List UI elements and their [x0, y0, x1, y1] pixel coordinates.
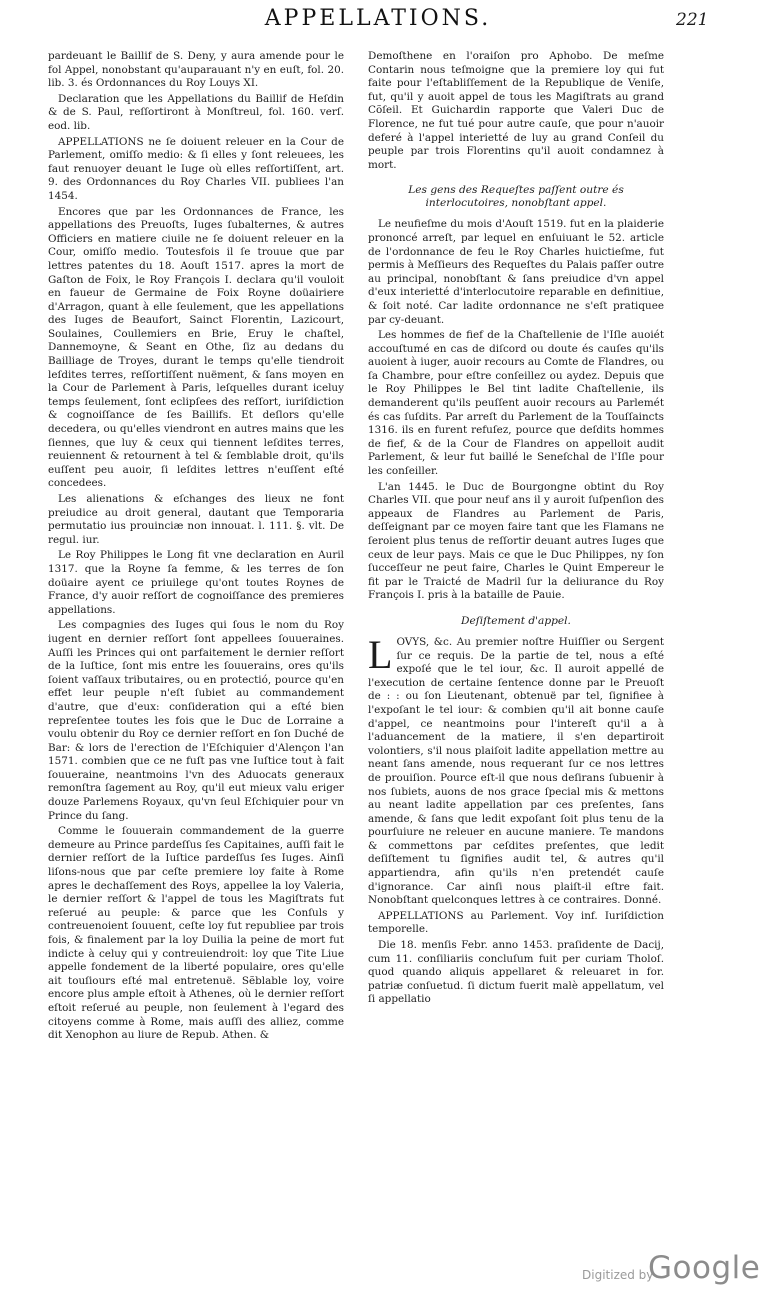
- section-heading: Les gens des Requeſtes paſſent outre és interlocutoires, nonobſtant appel.: [408, 184, 624, 210]
- digitization-watermark: [582, 1252, 762, 1292]
- paragraph: Comme le ſouuerain commandement de la guerre demeure au Prince pardeſſus ſes Capitaines, auſſi fait le dernier reſſort de la Iuſtice pardeſſus ſes Iuges. Ainſi liſons-nous que par ceſte premiere loy faite à Rome apres le dechaſſement des Roys, appellee la loy Valeria, le dernier reſſort & l'appel de tous les Magiſtrats fut reſerué au peuple: & parce que les Conſuls y contreuenoient ſouuent, ceſte loy fut republiee par trois fois, & finalement par la loy Duilia la peine de mort fut indicte à celuy qui y contreuiendroit: loy que Tite Liue appelle fondement de la liberté populaire, ores qu'elle ait touſiours eſté mal entretenuë. Sẽblable loy, voire encore plus ample eſtoit à Athenes, où le dernier reſſort eſtoit reſerué au peuple, non ſeulement à l'egard des citoyens comme à Rome, mais auſſi des alliez, comme dit Xenophon au liure de Repub. Athen. &: [48, 825, 344, 1042]
- drop-cap: L: [368, 631, 393, 677]
- paragraph: Declaration que les Appellations du Baillif de Heſdin & de S. Paul, reſſortiront à Monſtreul, fol. 160. verſ. eod. lib.: [48, 92, 344, 132]
- right-column: [368, 50, 664, 1009]
- paragraph: Die 18. menſis Febr. anno 1453. praſidente de Dacij, cum 11. conſiliariis concluſum fuit per curiam Tholoſ. quod quando aliquis appellaret & releuaret in for. patriæ conſuetud. ſi dictum fuerit malè appellatum, vel ſi appellatio: [368, 939, 664, 1006]
- page-number: 221: [676, 10, 709, 30]
- paragraph: Demoſthene en l'oraiſon pro Aphobo. De meſme Contarin nous teſmoigne que la premiere loy qui fut faite pour l'eſtabliſſement de la Republique de Veniſe, fut, qu'il y auoit appel de tous les Magiſtrats au grand Cõſeil. Et Guichardin rapporte que Valeri Duc de Florence, ne fut tué pour autre cauſe, que pour n'auoir deferé à l'appel interietté de luy au grand Conſeil du peuple par trois Florentins qu'il auoit condamnez à mort.: [368, 50, 664, 171]
- paragraph: APPELLATIONS au Parlement. Voy inf. Iuriſdiction temporelle.: [368, 909, 664, 936]
- watermark-caption: Digitized by: [582, 1268, 654, 1282]
- paragraph: OVYS, &c. Au premier noſtre Huiſſier ou Sergent ſur ce requis. De la partie de tel, nous a eſté expoſé que le tel iour, &c. Il auroit appellé de l'execution de certaine ſentence donne par le Preuoſt de : : ou ſon Lieutenant, obtenuë par tel, ſignifiee à l'expoſant le tel iour: & combien qu'il ait bonne cauſe d'appel, ce neantmoins pour l'intereſt qu'il a à l'aduancement de la matiere, il s'en departiroit volontiers, s'il nous plaiſoit ladite appellation mettre au neant ſans amende, nous requerant ſur ce nos lettres de prouiſion. Pource eſt-il que nous deſirans ſubuenir à nos ſubiets, auons de nos grace ſpecial mis & mettons au neant ladite appellation par ces preſentes, ſans amende, & ſans que ledit expoſant ſoit plus tenu de la pourſuiure ne releuer en aucune maniere. Te mandons & commettons par ceſdites preſentes, que ledit deſiſtement tu ſignifies audit tel, & autres qu'il appartiendra, afin qu'ils n'en pretendét cauſe d'ignorance. Car ainſi nous plaiſt-il eſtre fait. Nonobſtant quelconques lettres à ce contraires. Donné.: [368, 635, 664, 907]
- decorated-paragraph: [368, 631, 664, 908]
- page-header: [0, 6, 774, 46]
- section-heading: Deſiſtement d'appel.: [461, 614, 571, 627]
- paragraph: Les alienations & eſchanges des lieux ne font preiudice au droit general, dautant que Temporaria permutatio ius prouinciæ non innouat. l. 111. §. vlt. De regul. iur.: [48, 493, 344, 546]
- paragraph: Encores que par les Ordonnances de France, les appellations des Preuoſts, Iuges ſubalternes, & autres Officiers en matiere ciuile ne ſe doiuent releuer en la Cour, omiſſo medio. Toutesfois il ſe trouue que par lettres patentes du 18. Aouſt 1517. apres la mort de Gaſton de Foix, le Roy François I. declara qu'il vouloit en faueur de Germaine de Foix Royne doüairiere d'Arragon, quant à elle ſeulement, que les appellations des Iuges de Beaufort, Sainct Florentin, Lazicourt, Soulaines, Coullemiers en Brie, Eruy le chaſtel, Dannemoyne, & Seant en Othe, ſiz au dedans du Bailliage de Troyes, durant le temps qu'elle tiendroit leſdites terres, reſſortiſſent nuëment, & ſans moyen en la Cour de Parlement à Paris, leſquelles durant iceluy temps ſeulement, ſont eclipſees des reſſort, iuriſdiction & cognoiſſance de ſes Baillifs. Et deſlors qu'elle decedera, ou qu'elles viendront en autres mains que les ſiennes, que luy & ceux qui tiennent leſdites terres, reuiennent & retournent à tel & ſemblable droit, qu'ils euſſent peu auoir, ſi leſdites lettres n'euſſent eſté concedees.: [48, 205, 344, 490]
- paragraph: L'an 1445. le Duc de Bourgongne obtint du Roy Charles VII. que pour neuf ans il y auroit ſuſpenſion des appeaux de Flandres au Parlement de Paris, deſſeignant par ce moyen faire tant que les Flamans ne ſeroient plus tenus de reſſortir deuant autres Iuges que ceux de leur pays. Mais ce que le Duc Philippes, ny ſon ſucceſſeur ne peut faire, Charles le Quint Empereur le fit par le Traicté de Madril ſur la deliurance du Roy François I. pris à la bataille de Pauie.: [368, 480, 664, 602]
- paragraph: Les compagnies des Iuges qui ſous le nom du Roy iugent en dernier reſſort ſont appellees ſouueraines. Auſſi les Princes qui ont parfaitement le dernier reſſort de la Iuſtice, ſont mis entre les ſouuerains, ores qu'ils ſoient vaſſaux tributaires, ou en protectió, pource qu'en effet leur peuple n'eſt ſubiet au commandement d'autre, que d'eux: conſideration qui a eſté bien repreſentee toutes les fois que le Duc de Lorraine a voulu obtenir du Roy ce dernier reſſort en ſon Duché de Bar: & lors de l'erection de l'Eſchiquier d'Alençon l'an 1571. combien que ce ne fuſt pas vne Iuſtice tout à fait ſouueraine, neantmoins l'vn des Aduocats generaux remonſtra ſagement au Roy, qu'il eut mieux valu eriger douze Parlemens Royaux, qu'vn ſeul Eſchiquier pour vn Prince du ſang.: [48, 619, 344, 822]
- left-column: [48, 50, 344, 1045]
- paragraph: pardeuant le Baillif de S. Deny, y aura amende pour le fol Appel, nonobstant qu'auparauant n'y en euſt, fol. 20. lib. 3. és Ordonnances du Roy Louys XI.: [48, 50, 344, 90]
- paragraph: APPELLATIONS ne ſe doiuent releuer en la Cour de Parlement, omiſſo medio: & ſi elles y ſont releuees, les faut renuoyer deuant le Iuge où elles reſſortiſſent, art. 9. des Ordonnances du Roy Charles VII. publiees l'an 1454.: [48, 135, 344, 202]
- paragraph: Le Roy Philippes le Long fit vne declaration en Auril 1317. que la Royne ſa femme, & les terres de ſon doüaire ayent ce priuilege qu'ont toutes Roynes de France, d'y auoir reſſort de cognoiſſance des premieres appellations.: [48, 549, 344, 616]
- paragraph: Les hommes de fief de la Chaſtellenie de l'Iſle auoiét accouſtumé en cas de diſcord ou doute és cauſes qu'ils auoient à iuger, auoir recours au Comte de Flandres, ou ſa Chambre, pour eſtre conſeillez ou aydez. Depuis que le Roy Philippes le Bel tint ladite Chaſtellenie, ils demanderent qu'ils peuſſent auoir recours au Parlemét és cas ſuſdits. Par arreſt du Parlement de la Touſſaincts 1316. ils en furent refuſez, pource que deſdits hommes de fief, & de la Cour de Flandres on appelloit audit Parlement, & leur fut baillé le Seneſchal de l'Iſle pour les conſeiller.: [368, 329, 664, 478]
- paragraph: Le neufieſme du mois d'Aouſt 1519. fut en la plaiderie prononcé arreſt, par lequel en enſuiuant le 52. article de l'ordonnance de feu le Roy Charles huictieſme, fut permis à Meſſieurs des Requeſtes du Palais paſſer outre au principal, nonobſtant & ſans preiudice d'vn appel d'eux interietté d'interlocutoire reparable en definitiue, & ſoit noté. Car ladite ordonnance ne s'eſt pratiquee par cy-deuant.: [368, 218, 664, 326]
- running-title: APPELLATIONS.: [264, 6, 492, 31]
- google-logo: Google: [648, 1250, 761, 1286]
